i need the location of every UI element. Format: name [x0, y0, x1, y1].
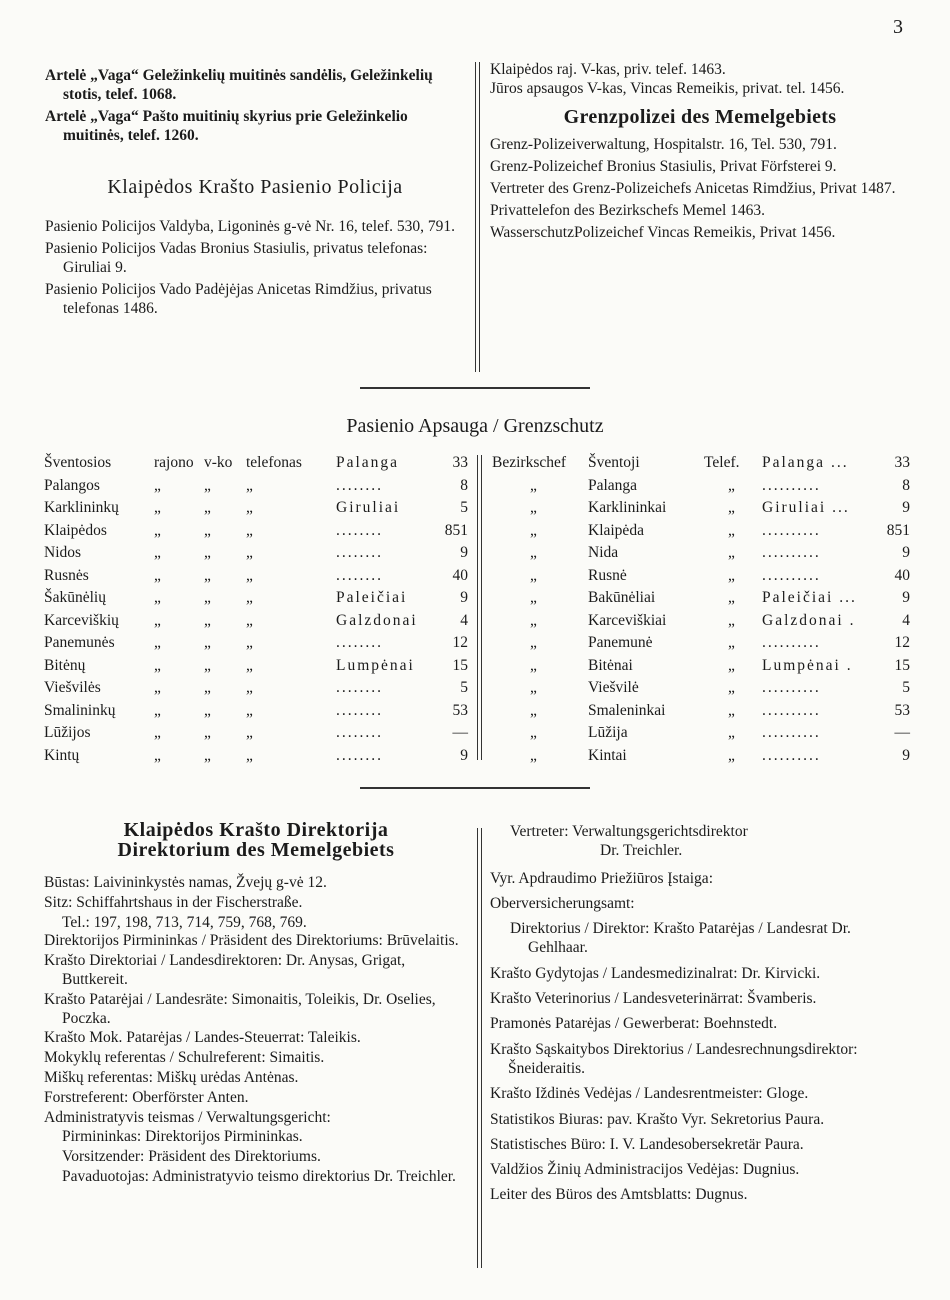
landesamt-line: Krašto Gydytojas / Landesmedizinalrat: Dr. Kirvicki. [490, 964, 821, 982]
bezirk-tel: „ [728, 499, 735, 516]
bezirk-place: .......... [762, 679, 821, 696]
bezirk-lead: „ [530, 476, 537, 494]
table-row [44, 656, 468, 679]
direktorium-line: Miškų referentas: Miškų urėdas Antėnas. [44, 1068, 299, 1086]
policija-item-1: Pasienio Policijos Valdyba, Ligoninės g-vė Nr. 16, telef. 530, 791. [45, 218, 455, 235]
bezirk-tel: „ [728, 746, 735, 764]
table-row [44, 521, 468, 544]
bezirk-place: .......... [762, 521, 821, 539]
district-col-vko: „ [204, 679, 211, 696]
column-divider-top [475, 62, 480, 372]
table-row [492, 701, 910, 724]
bezirk-number: 851 [886, 521, 910, 539]
grenzschutz-table-lt [44, 453, 468, 768]
bezirk-number: 15 [894, 656, 910, 674]
bezirk-place: .......... [762, 724, 821, 741]
bezirk-place: .......... [762, 634, 821, 651]
district-number: — [452, 724, 468, 741]
separator-rule-2 [360, 787, 590, 789]
bezirk-name: Viešvilė [588, 679, 639, 696]
district-name: Karklininkų [44, 499, 119, 516]
table-row [492, 588, 910, 611]
bezirk-number: 40 [894, 566, 910, 584]
direktorium-line: Mokyklų referentas / Schulreferent: Simaitis. [44, 1049, 325, 1067]
direktorium-line: Administratyvis teismas / Verwaltungsgericht: [44, 1108, 331, 1126]
artele-entry-2: Artelė „Vaga“ Pašto muitinių skyrius prie Geležinkelio muitinės, telef. 1260. [45, 108, 408, 144]
bezirk-number: 8 [902, 476, 910, 494]
district-place: ........ [336, 724, 383, 741]
landesamt-line: Leiter des Büros des Amtsblatts: Dugnus. [490, 1186, 748, 1204]
direktorius-direktor-line: Direktorius / Direktor: Krašto Patarėjas / Landesrat Dr. Gehlhaar. [510, 920, 851, 957]
direktorija-heading-lt: Klaipėdos Krašto Direktorija [123, 819, 389, 841]
grenzpolizei-item-1: Grenz-Polizeiverwaltung, Hospitalstr. 16, Tel. 530, 791. [490, 136, 837, 153]
district-number: 9 [460, 544, 468, 561]
bezirk-place: Giruliai ... [762, 499, 850, 516]
landesamt-line: Valdžios Žinių Administracijos Vedėjas: Dugnius. [490, 1161, 800, 1179]
district-col-rajono: „ [154, 566, 161, 584]
table-row [44, 476, 468, 499]
bezirk-number: 12 [894, 634, 910, 651]
pasienio-policija-heading: Klaipėdos Krašto Pasienio Policija [107, 176, 403, 198]
bezirk-number: 4 [902, 611, 910, 629]
verwaltungsgericht-sub-line: Pirmininkas: Direktorijos Pirmininkas. [62, 1128, 303, 1146]
district-number: 5 [460, 679, 468, 696]
district-name: Viešvilės [44, 679, 101, 696]
bezirk-number: 5 [902, 679, 910, 696]
district-col-rajono: „ [154, 589, 161, 606]
table-row [44, 746, 468, 769]
table-row [44, 453, 468, 476]
district-col-rajono: „ [154, 679, 161, 696]
table-row [492, 611, 910, 634]
bezirk-tel: „ [728, 521, 735, 539]
bezirk-number: 9 [902, 746, 910, 764]
district-place: ........ [336, 521, 383, 539]
bezirk-place: Paleičiai ... [762, 589, 857, 606]
direktorium-line: Sitz: Schiffahrtshaus in der Fischerstraße. [44, 893, 303, 911]
bezirk-lead: „ [530, 724, 537, 741]
table-row [492, 521, 910, 544]
district-col-rajono: „ [154, 544, 161, 561]
vertreter-line-1: Vertreter: Verwaltungsgerichtsdirektor [510, 823, 748, 840]
district-name: Karceviškių [44, 611, 119, 629]
verwaltungsgericht-sub-line: Pavaduotojas: Administratyvio teismo direktorius Dr. Treichler. [62, 1167, 456, 1185]
district-name: Nidos [44, 544, 82, 561]
direktorium-line: Forstreferent: Oberförster Anten. [44, 1088, 249, 1106]
table-row [44, 723, 468, 746]
policija-item-2: Pasienio Policijos Vadas Bronius Stasiulis, privatus telefonas: Giruliai 9. [45, 240, 428, 276]
separator-rule-1 [360, 387, 590, 389]
bezirk-number: — [894, 724, 910, 741]
district-col-vko: „ [204, 656, 211, 674]
district-col-vko: „ [204, 566, 211, 584]
district-col-rajono: „ [154, 521, 161, 539]
table-row [44, 701, 468, 724]
district-place: Galzdonai [336, 611, 418, 629]
bezirk-lead: „ [530, 544, 537, 561]
table-row [44, 543, 468, 566]
bezirk-lead: Bezirkschef [492, 454, 567, 471]
district-name: Smalininkų [44, 701, 116, 719]
bezirk-name: Klaipėda [588, 521, 644, 539]
district-number: 53 [452, 701, 468, 719]
district-place: ........ [336, 566, 383, 584]
district-number: 4 [460, 611, 468, 629]
district-col-rajono: „ [154, 634, 161, 651]
direktorium-line: Krašto Patarėjai / Landesräte: Simonaitis, Toleikis, Dr. Oselies, Poczka. [44, 990, 436, 1027]
district-col-vko: „ [204, 499, 211, 516]
bezirk-tel: „ [728, 566, 735, 584]
district-name: Kintų [44, 746, 80, 764]
juros-apsaugos-line: Jūros apsaugos V-kas, Vincas Remeikis, privat. tel. 1456. [490, 80, 845, 97]
bezirk-lead: „ [530, 746, 537, 764]
table-row [44, 498, 468, 521]
district-col-telefonas: „ [246, 589, 253, 606]
district-col-rajono: „ [154, 701, 161, 719]
district-number: 5 [460, 499, 468, 516]
district-col-telefonas: „ [246, 634, 253, 651]
bezirk-number: 9 [902, 544, 910, 561]
district-place: ........ [336, 634, 383, 651]
district-col-rajono: „ [154, 499, 161, 516]
bezirk-place: .......... [762, 476, 821, 494]
bezirk-place: Galzdonai . [762, 611, 856, 629]
policija-item-3: Pasienio Policijos Vado Padėjėjas Anicetas Rimdžius, privatus telefonas 1486. [45, 281, 432, 317]
district-name: Rusnės [44, 566, 89, 584]
bezirk-tel: „ [728, 656, 735, 674]
district-col-telefonas: „ [246, 746, 253, 764]
landesamt-line: Krašto Iždinės Vedėjas / Landesrentmeister: Gloge. [490, 1085, 809, 1103]
bezirk-lead: „ [530, 611, 537, 629]
district-col-telefonas: „ [246, 656, 253, 674]
top-left-column [45, 66, 465, 321]
klaipedos-raj-line: Klaipėdos raj. V-kas, priv. telef. 1463. [490, 61, 726, 78]
district-name: Šakūnėlių [44, 589, 106, 606]
bezirk-lead: „ [530, 701, 537, 719]
district-number: 12 [452, 634, 468, 651]
vertreter-line-2: Dr. Treichler. [600, 842, 683, 860]
district-name: Šventosios [44, 454, 112, 471]
table-row [44, 633, 468, 656]
district-number: 15 [452, 656, 468, 674]
table-row [44, 678, 468, 701]
grenzpolizei-item-2: Grenz-Polizeichef Bronius Stasiulis, Privat Förfsterei 9. [490, 158, 837, 175]
bezirk-tel: „ [728, 589, 735, 606]
top-right-column [490, 60, 910, 245]
district-col-telefonas: „ [246, 566, 253, 584]
table-row [492, 543, 910, 566]
table-row [492, 566, 910, 589]
table-row [492, 453, 910, 476]
verwaltungsgericht-sub-line: Vorsitzender: Präsident des Direktoriums. [62, 1148, 321, 1166]
district-col-telefonas: telefonas [246, 454, 302, 471]
bezirk-lead: „ [530, 521, 537, 539]
direktorium-line: Tel.: 197, 198, 713, 714, 759, 768, 769. [62, 913, 307, 931]
bezirk-lead: „ [530, 634, 537, 651]
bezirk-tel: Telef. [704, 454, 740, 471]
artele-entry-1: Artelė „Vaga“ Geležinkelių muitinės sandėlis, Geležinkelių stotis, telef. 1068. [45, 67, 433, 103]
district-number: 851 [444, 521, 468, 539]
table-row [492, 498, 910, 521]
district-place: ........ [336, 476, 383, 494]
bezirk-lead: „ [530, 566, 537, 584]
bezirk-name: Smaleninkai [588, 701, 666, 719]
district-col-telefonas: „ [246, 724, 253, 741]
district-place: Lumpėnai [336, 656, 415, 674]
table-row [492, 678, 910, 701]
bezirk-place: .......... [762, 544, 821, 561]
bezirk-name: Šventoji [588, 454, 640, 471]
district-col-vko: „ [204, 701, 211, 719]
district-number: 40 [452, 566, 468, 584]
bottom-left-column [44, 820, 468, 1188]
district-name: Lūžijos [44, 724, 91, 741]
grenzpolizei-heading: Grenzpolizei des Memelgebiets [563, 106, 837, 128]
oberversicherungsamt-line: Oberversicherungsamt: [490, 894, 635, 912]
bezirk-name: Bitėnai [588, 656, 633, 674]
column-divider-middle [477, 455, 482, 760]
district-col-telefonas: „ [246, 679, 253, 696]
district-col-rajono: „ [154, 656, 161, 674]
apdraudimo-line: Vyr. Apdraudimo Priežiūros Įstaiga: [490, 869, 713, 887]
bezirk-name: Rusnė [588, 566, 627, 584]
district-col-vko: „ [204, 521, 211, 539]
landesamt-line: Krašto Veterinorius / Landesveterinärrat: Švamberis. [490, 990, 817, 1008]
bezirk-tel: „ [728, 679, 735, 696]
bezirk-number: 9 [902, 499, 910, 516]
district-col-vko: „ [204, 634, 211, 651]
bezirk-name: Karklininkai [588, 499, 667, 516]
district-col-vko: „ [204, 544, 211, 561]
district-col-telefonas: „ [246, 476, 253, 494]
column-divider-bottom [477, 828, 482, 1268]
grenzschutz-table-de [492, 453, 910, 768]
direktorium-line: Krašto Mok. Patarėjas / Landes-Steuerrat: Taleikis. [44, 1029, 361, 1047]
district-col-rajono: „ [154, 476, 161, 494]
bezirk-lead: „ [530, 656, 537, 674]
district-number: 9 [460, 589, 468, 606]
landesamt-line: Krašto Sąskaitybos Direktorius / Landesrechnungsdirektor: Šneideraitis. [490, 1040, 858, 1077]
district-col-rajono: „ [154, 724, 161, 741]
table-row [492, 746, 910, 769]
district-number: 9 [460, 746, 468, 764]
bezirk-lead: „ [530, 499, 537, 516]
grenzpolizei-item-5: WasserschutzPolizeichef Vincas Remeikis, Privat 1456. [490, 224, 836, 241]
bezirk-lead: „ [530, 679, 537, 696]
district-col-vko: „ [204, 476, 211, 494]
district-place: ........ [336, 679, 383, 696]
district-place: Giruliai [336, 499, 401, 516]
bezirk-name: Lūžija [588, 724, 628, 741]
direktorium-line: Krašto Direktoriai / Landesdirektoren: Dr. Anysas, Grigat, Buttkereit. [44, 952, 406, 988]
district-col-telefonas: „ [246, 701, 253, 719]
grenzschutz-heading: Pasienio Apsauga / Grenzschutz [346, 415, 604, 437]
landesamt-line: Statistikos Biuras: pav. Krašto Vyr. Sekretorius Paura. [490, 1110, 825, 1128]
table-row [44, 588, 468, 611]
bezirk-tel: „ [728, 611, 735, 629]
bezirk-lead: „ [530, 589, 537, 606]
grenzpolizei-item-4: Privattelefon des Bezirkschefs Memel 1463. [490, 202, 766, 219]
district-col-vko: „ [204, 589, 211, 606]
district-place: ........ [336, 544, 383, 561]
bezirk-name: Panemunė [588, 634, 653, 651]
landesamt-line: Statistisches Büro: I. V. Landesobersekretär Paura. [490, 1135, 804, 1153]
table-row [492, 476, 910, 499]
bezirk-name: Palanga [588, 476, 638, 494]
direktorium-line: Būstas: Laivininkystės namas, Žvejų g-vė 12. [44, 874, 327, 891]
district-col-telefonas: „ [246, 499, 253, 516]
district-place: Palanga [336, 454, 400, 471]
table-row [492, 656, 910, 679]
bezirk-place: .......... [762, 701, 821, 719]
district-col-telefonas: „ [246, 544, 253, 561]
bezirk-place: .......... [762, 566, 821, 584]
district-place: ........ [336, 701, 383, 719]
table-row [44, 611, 468, 634]
district-col-vko: „ [204, 611, 211, 629]
district-col-telefonas: „ [246, 521, 253, 539]
district-name: Panemunės [44, 634, 115, 651]
district-name: Palangos [44, 476, 100, 494]
bezirk-name: Kintai [588, 746, 627, 764]
bezirk-tel: „ [728, 724, 735, 741]
district-name: Bitėnų [44, 656, 86, 674]
district-place: ........ [336, 746, 383, 764]
bezirk-tel: „ [728, 544, 735, 561]
district-number: 33 [452, 454, 468, 471]
district-col-rajono: rajono [154, 454, 194, 471]
district-number: 8 [460, 476, 468, 494]
district-col-vko: v-ko [204, 454, 233, 471]
bezirk-name: Karceviškiai [588, 611, 667, 629]
bezirk-number: 33 [894, 454, 910, 471]
bezirk-name: Bakūnėliai [588, 589, 656, 606]
bezirk-tel: „ [728, 701, 735, 719]
district-col-telefonas: „ [246, 611, 253, 629]
table-row [44, 566, 468, 589]
bezirk-place: Lumpėnai . [762, 656, 853, 674]
bezirk-name: Nida [588, 544, 619, 561]
grenzpolizei-item-3: Vertreter des Grenz-Polizeichefs Anicetas Rimdžius, Privat 1487. [490, 180, 896, 197]
district-col-rajono: „ [154, 611, 161, 629]
bezirk-place: Palanga ... [762, 454, 849, 471]
direktorium-heading-de: Direktorium des Memelgebiets [117, 839, 395, 861]
landesamt-line: Pramonės Patarėjas / Gewerberat: Boehnstedt. [490, 1015, 778, 1033]
bezirk-place: .......... [762, 746, 821, 764]
table-row [492, 633, 910, 656]
bottom-right-column [490, 822, 910, 1211]
bezirk-number: 9 [902, 589, 910, 606]
bezirk-number: 53 [894, 701, 910, 719]
direktorium-line: Direktorijos Pirmininkas / Präsident des Direktoriums: Brūvelaitis. [44, 932, 459, 950]
page-number: 3 [893, 16, 903, 38]
district-col-vko: „ [204, 724, 211, 741]
bezirk-tel: „ [728, 476, 735, 494]
table-row [492, 723, 910, 746]
district-place: Paleičiai [336, 589, 408, 606]
bezirk-tel: „ [728, 634, 735, 651]
district-col-vko: „ [204, 746, 211, 764]
district-name: Klaipėdos [44, 521, 107, 539]
district-col-rajono: „ [154, 746, 161, 764]
